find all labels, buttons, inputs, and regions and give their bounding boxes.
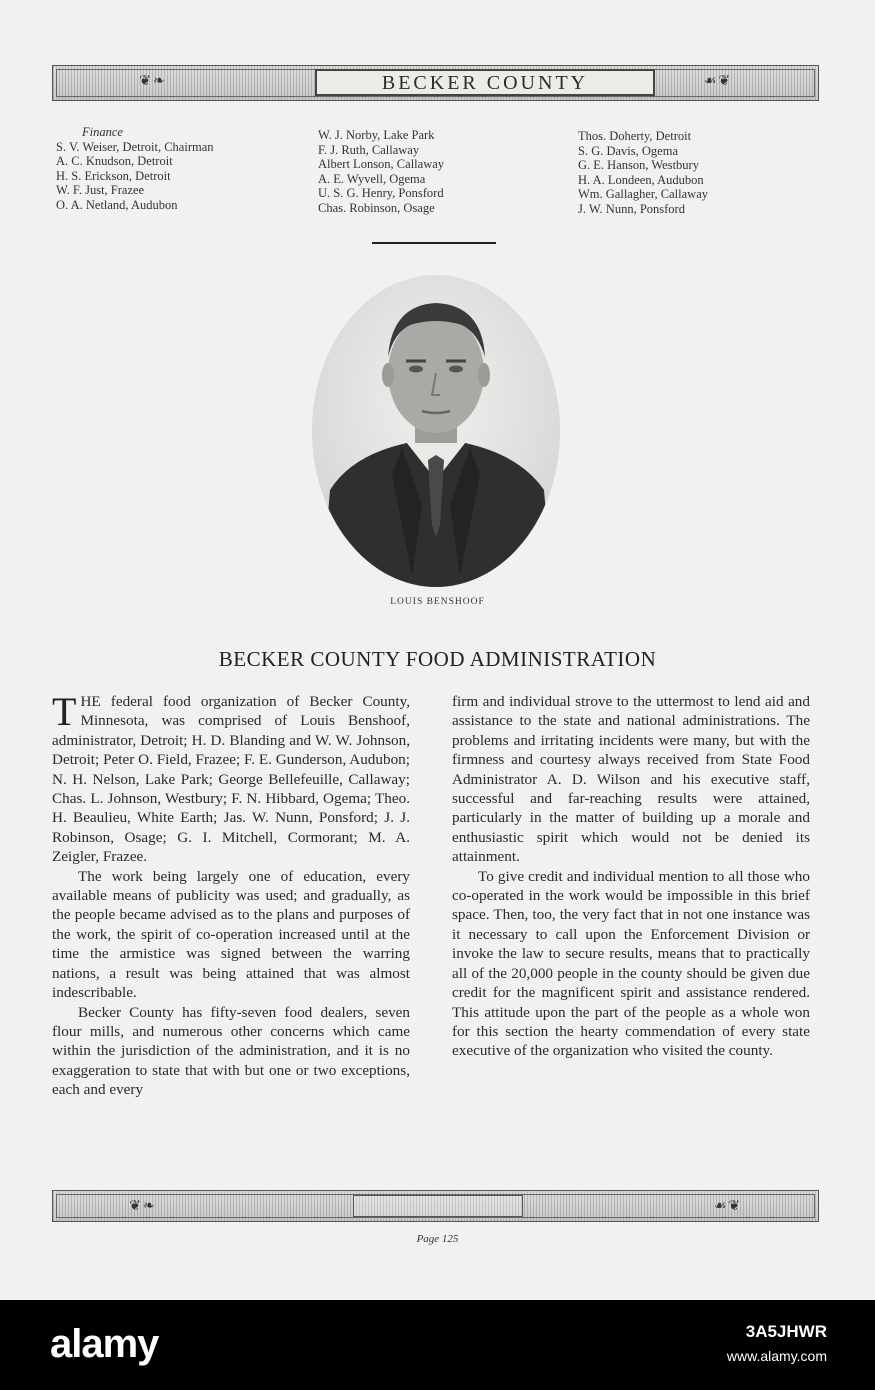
portrait-illustration: [312, 275, 560, 587]
committee-member: Thos. Doherty, Detroit: [578, 129, 692, 143]
committee-member: Chas. Robinson, Osage: [318, 200, 435, 215]
article-paragraph: Becker County has fifty-seven food dealers, seven flour mills, and numerous other concerns which came within the jurisdiction of the administration, and it is no exaggeration to state that with but one or two exceptions, each and every: [52, 1003, 410, 1099]
portrait-caption: LOUIS BENSHOOF: [390, 597, 485, 607]
left-scroll-ornament: ❦❧: [129, 1199, 157, 1214]
stock-logo: alamy: [50, 1322, 159, 1366]
committee-member: A. E. Wyvell, Ogema: [318, 171, 426, 186]
footer-ornament-band: [52, 1190, 819, 1222]
committee-member: Wm. Gallagher, Callaway: [578, 187, 709, 202]
article-column-left: [52, 689, 410, 1100]
committee-member: O. A. Netland, Audubon: [56, 197, 178, 212]
committee-member: S. V. Weiser, Detroit, Chairman: [56, 139, 214, 154]
portrait-photo: [312, 275, 560, 587]
article-paragraph: To give credit and individual mention to all those who co-operated in the work would be impossible in this brief space. Then, too, the very fact that in not one instance was it necessary to call upon the Enforcement Division or invoke the law to secure results, means that to practically all of the 20,000 people in the county should be given due credit for the magnificent spirit and assistance rendered. This attitude upon the part of the people as a whole won for this section the hearty commendation of every state executive of the organization who visited the county.: [452, 867, 810, 1060]
committee-member: H. S. Erickson, Detroit: [56, 168, 171, 183]
right-scroll-ornament: ☙❦: [713, 1199, 743, 1214]
article-title: BECKER COUNTY FOOD ADMINISTRATION: [218, 647, 657, 671]
section-divider: [372, 242, 496, 244]
left-scroll-ornament: ❦❧: [139, 74, 167, 89]
committee-column-3: [578, 129, 708, 217]
committee-column-1: [56, 125, 214, 213]
committee-member: H. A. Londeen, Audubon: [578, 172, 704, 187]
article-paragraph: THE federal food organization of Becker County, Minnesota, was comprised of Louis Benshoof, administrator, Detroit; H. D. Blanding and W. W. Johnson, Detroit; Peter O. Field, Frazee; F. E. Gunderson, Audubon; N. H. Nelson, Lake Park; George Bellefeuille, Callaway; Chas. L. Johnson, Westbury; F. N. Hibbard, Ogema; Theo. H. Beaulieu, White Earth; Jas. W. Nunn, Ponsford; J. J. Robinson, Osage; G. I. Mitchell, Cormorant; M. A. Zeigler, Frazee.: [52, 689, 410, 866]
committee-member: S. G. Davis, Ogema: [578, 143, 678, 158]
stock-url: www.alamy.com: [726, 1348, 827, 1364]
committee-member: Albert Lonson, Callaway: [318, 157, 445, 172]
committee-member: G. E. Hanson, Westbury: [578, 158, 699, 173]
committee-member: F. J. Ruth, Callaway: [318, 142, 420, 157]
stock-image-id: 3A5JHWR: [745, 1322, 827, 1341]
article-paragraph: The work being largely one of education, every available means of publicity was used; and gradually, as the people became advised as to the plans and purposes of the work, the spirit of co-operation increased until at the time the armistice was signed between the warring nations, a result was being attained that was almost indescribable.: [52, 867, 410, 1002]
footer-center-plate: [353, 1195, 523, 1217]
committee-member: W. F. Just, Frazee: [56, 183, 145, 198]
committee-column-2: [318, 128, 444, 216]
right-scroll-ornament: ☙❦: [703, 74, 733, 89]
page-number: Page 125: [416, 1233, 459, 1245]
header-title: BECKER COUNTY: [315, 69, 655, 96]
committee-member: W. J. Norby, Lake Park: [318, 128, 435, 142]
article-paragraph: firm and individual strove to the uttermost to lend aid and assistance to the state and national administrations. The problems and irritating incidents were many, but with the firmness and courtesy always received from State Food Administrator A. D. Wilson and his executive staff, successful and far-reaching results were attained, particularly in the matter of building up a morale and enthusiastic spirit which would not be denied its attainment.: [452, 693, 810, 866]
finance-heading: Finance: [82, 125, 123, 139]
committee-member: J. W. Nunn, Ponsford: [578, 201, 685, 216]
stock-banner: [0, 1300, 875, 1390]
committee-member: A. C. Knudson, Detroit: [56, 154, 173, 169]
article-column-right: [452, 692, 810, 1061]
committee-member: U. S. G. Henry, Ponsford: [318, 186, 444, 201]
drop-cap: T: [52, 689, 77, 734]
header-ornament-band: [52, 65, 819, 101]
